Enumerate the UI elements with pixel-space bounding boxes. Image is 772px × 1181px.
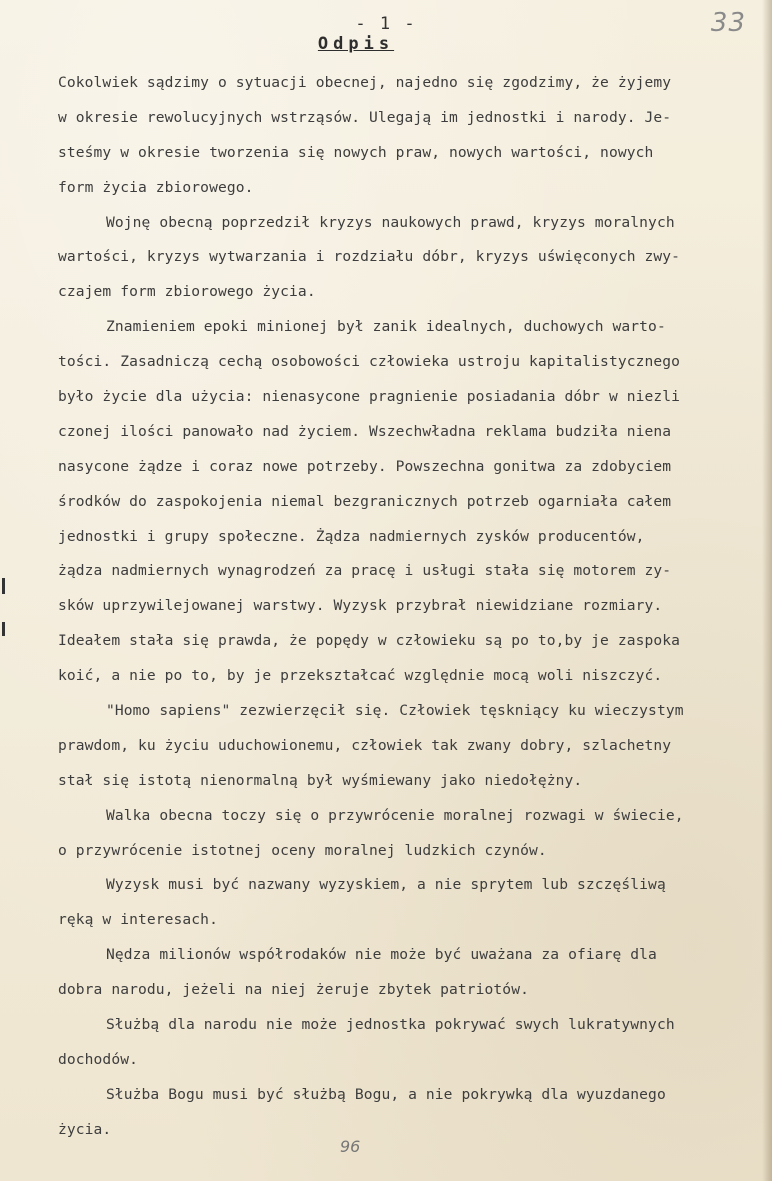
text-line: o przywrócenie istotnej oceny moralnej ludzkich czynów. <box>58 841 547 859</box>
text-line: w okresie rewolucyjnych wstrząsów. Ulegają im jednostki i narody. Je- <box>58 108 672 126</box>
text-line: sków uprzywilejowanej warstwy. Wyzysk przybrał niewidziane rozmiary. <box>58 597 663 615</box>
text-line: Znamieniem epoki minionej był zanik idealnych, duchowych warto- <box>106 318 666 336</box>
archive-number: 33 <box>710 8 746 38</box>
text-line: Wyzysk musi być nazwany wyzyskiem, a nie sprytem lub szczęśliwą <box>106 876 666 894</box>
text-line: "Homo sapiens" zezwierzęcił się. Człowiek tęskniący ku wieczystym <box>106 702 684 720</box>
text-line: stał się istotą nienormalną był wyśmiewany jako niedołężny. <box>58 771 583 789</box>
text-line: żądza nadmiernych wynagrodzeń za pracę i usługi stała się motorem zy- <box>58 562 672 580</box>
text-line: życia. <box>58 1120 112 1138</box>
text-line: Służbą dla narodu nie może jednostka pokrywać swych lukratywnych <box>106 1016 675 1034</box>
text-line: jednostki i grupy społeczne. Żądza nadmiernych zysków producentów, <box>58 527 645 545</box>
text-line: dochodów. <box>58 1050 138 1068</box>
margin-mark <box>2 622 5 636</box>
text-line: form życia zbiorowego. <box>58 178 254 196</box>
text-line: steśmy w okresie tworzenia się nowych praw, nowych wartości, nowych <box>58 143 654 161</box>
text-line: tości. Zasadniczą cechą osobowości człowieka ustroju kapitalistycznego <box>58 353 681 371</box>
document-body <box>58 66 764 1148</box>
margin-mark <box>2 578 5 594</box>
text-line: Wojnę obecną poprzedził kryzys naukowych prawd, kryzys moralnych <box>106 213 675 231</box>
text-line: Służba Bogu musi być służbą Bogu, a nie pokrywką dla wyuzdanego <box>106 1085 666 1103</box>
text-line: Ideałem stała się prawda, że popędy w człowieku są po to,by je zaspoka <box>58 632 681 650</box>
text-line: czonej ilości panowało nad życiem. Wszechwładna reklama budziła niena <box>58 422 672 440</box>
text-line: Nędza milionów współrodaków nie może być uważana za ofiarę dla <box>106 946 657 964</box>
text-line: wartości, kryzys wytwarzania i rozdziału dóbr, kryzys uświęconych zwy- <box>58 248 681 266</box>
text-line: Walka obecna toczy się o przywrócenie moralnej rozwagi w świecie, <box>106 806 684 824</box>
text-line: Cokolwiek sądzimy o sytuacji obecnej, najedno się zgodzimy, że żyjemy <box>58 74 672 91</box>
text-line: dobra narodu, jeżeli na niej żeruje zbytek patriotów. <box>58 981 529 999</box>
text-line: nasycone żądze i coraz nowe potrzeby. Powszechna gonitwa za zdobyciem <box>58 457 672 475</box>
text-line: czajem form zbiorowego życia. <box>58 283 316 301</box>
page-number: - 1 - <box>355 14 417 34</box>
text-line: ręką w interesach. <box>58 911 218 929</box>
text-line: koić, a nie po to, by je przekształcać względnie mocą woli niszczyć. <box>58 667 663 685</box>
footer-folio-number: 96 <box>340 1137 361 1156</box>
text-line: prawdom, ku życiu uduchowionemu, człowiek tak zwany dobry, szlachetny <box>58 736 672 754</box>
document-title: Odpis <box>317 34 395 54</box>
text-line: środków do zaspokojenia niemal bezgranicznych potrzeb ogarniała całem <box>58 492 672 510</box>
text-line: było życie dla użycia: nienasycone pragnienie posiadania dóbr w niezli <box>58 388 681 406</box>
